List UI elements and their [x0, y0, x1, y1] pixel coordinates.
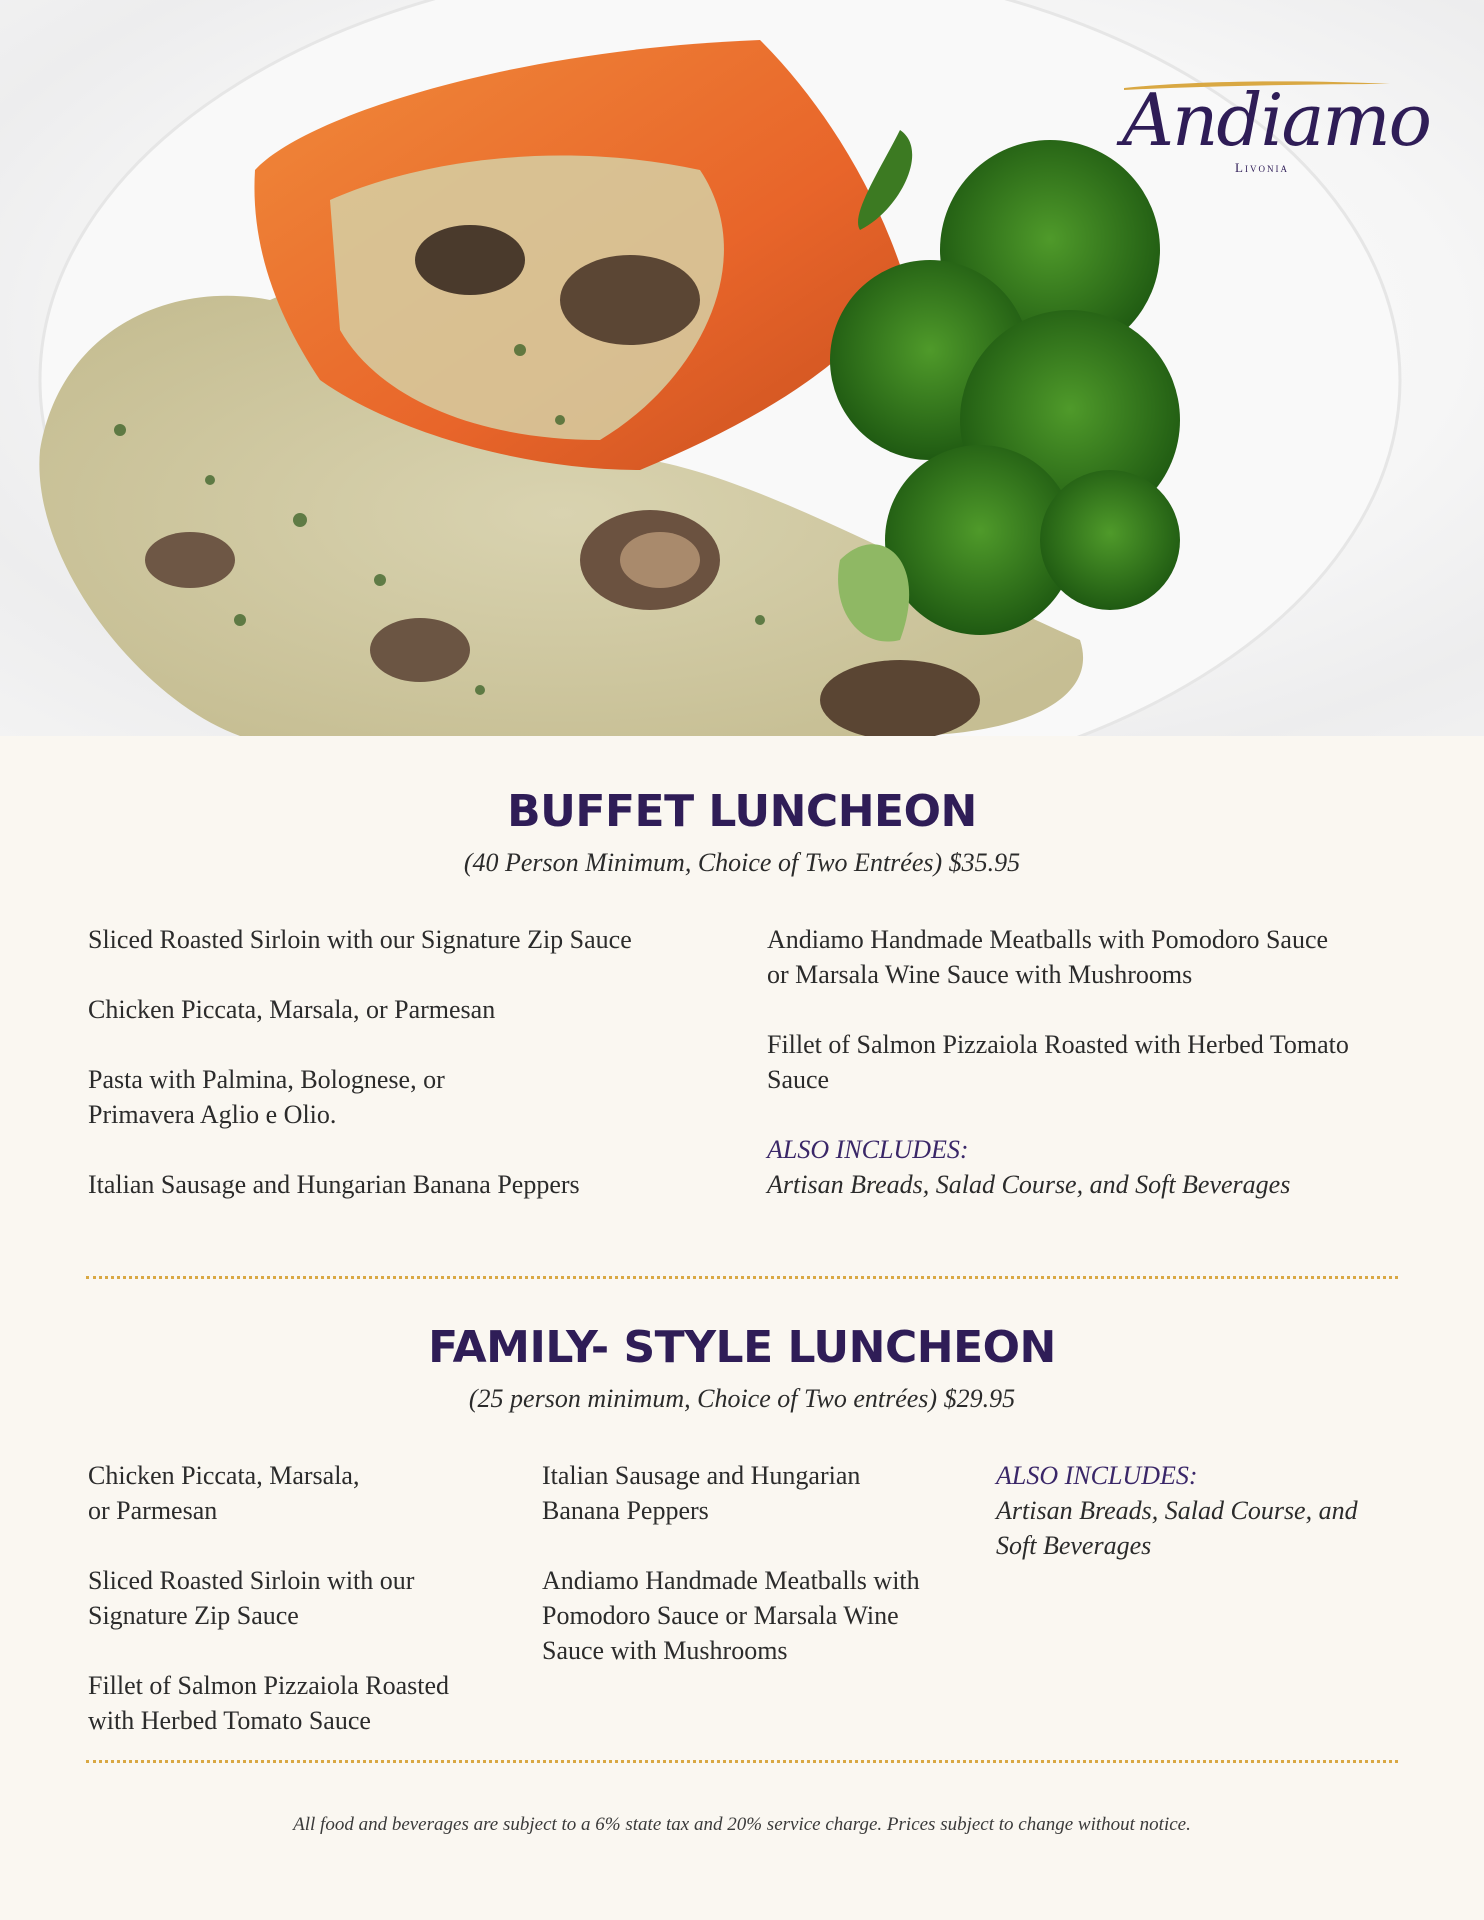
- family-column-3: [996, 1458, 1416, 1563]
- section-divider: [86, 1760, 1398, 1763]
- buffet-item: Pasta with Palmina, Bolognese, or Primavera Aglio e Olio.: [88, 1065, 445, 1129]
- family-item: Fillet of Salmon Pizzaiola Roasted with Herbed Tomato Sauce: [88, 1671, 450, 1735]
- buffet-also-includes-text: Artisan Breads, Salad Course, and Soft Beverages: [767, 1170, 1291, 1199]
- buffet-left-column: [88, 922, 748, 1237]
- family-item: Andiamo Handmade Meatballs with Pomodoro Sauce or Marsala Wine Sauce with Mushrooms: [542, 1566, 920, 1665]
- buffet-also-includes-label: ALSO INCLUDES:: [767, 1135, 969, 1164]
- family-item: Sliced Roasted Sirloin with our Signature Zip Sauce: [88, 1566, 415, 1630]
- family-subtitle: (25 person minimum, Choice of Two entrées) $29.95: [468, 1384, 1016, 1413]
- menu-content: [0, 736, 1484, 1920]
- family-column-2: [542, 1458, 982, 1703]
- buffet-item: Fillet of Salmon Pizzaiola Roasted with Herbed Tomato Sauce: [767, 1030, 1349, 1094]
- buffet-item: Sliced Roasted Sirloin with our Signature Zip Sauce: [88, 925, 632, 954]
- buffet-item: Italian Sausage and Hungarian Banana Peppers: [88, 1170, 580, 1199]
- family-also-includes-label: ALSO INCLUDES:: [996, 1461, 1198, 1490]
- family-item: Italian Sausage and Hungarian Banana Peppers: [542, 1461, 861, 1525]
- family-column-1: [88, 1458, 528, 1773]
- logo-wordmark: Andiamo: [1122, 78, 1431, 162]
- logo-swoosh-icon: [1122, 78, 1392, 92]
- andiamo-logo: [1122, 78, 1431, 176]
- buffet-item: Andiamo Handmade Meatballs with Pomodoro Sauce or Marsala Wine Sauce with Mushrooms: [767, 925, 1329, 989]
- family-title: FAMILY- STYLE LUNCHEON: [428, 1322, 1056, 1373]
- logo-location: Livonia: [1235, 160, 1289, 175]
- section-divider: [86, 1276, 1398, 1279]
- family-also-includes-text: Artisan Breads, Salad Course, and Soft Beverages: [996, 1496, 1358, 1560]
- family-item: Chicken Piccata, Marsala, or Parmesan: [88, 1461, 360, 1525]
- buffet-subtitle: (40 Person Minimum, Choice of Two Entrées) $35.95: [463, 848, 1021, 877]
- footer-note: All food and beverages are subject to a 6% state tax and 20% service charge. Prices subject to change without notice.: [293, 1814, 1191, 1835]
- buffet-title: BUFFET LUNCHEON: [507, 786, 977, 837]
- buffet-right-column: [767, 922, 1427, 1202]
- buffet-item: Chicken Piccata, Marsala, or Parmesan: [88, 995, 496, 1024]
- hero-photo: [0, 0, 1484, 736]
